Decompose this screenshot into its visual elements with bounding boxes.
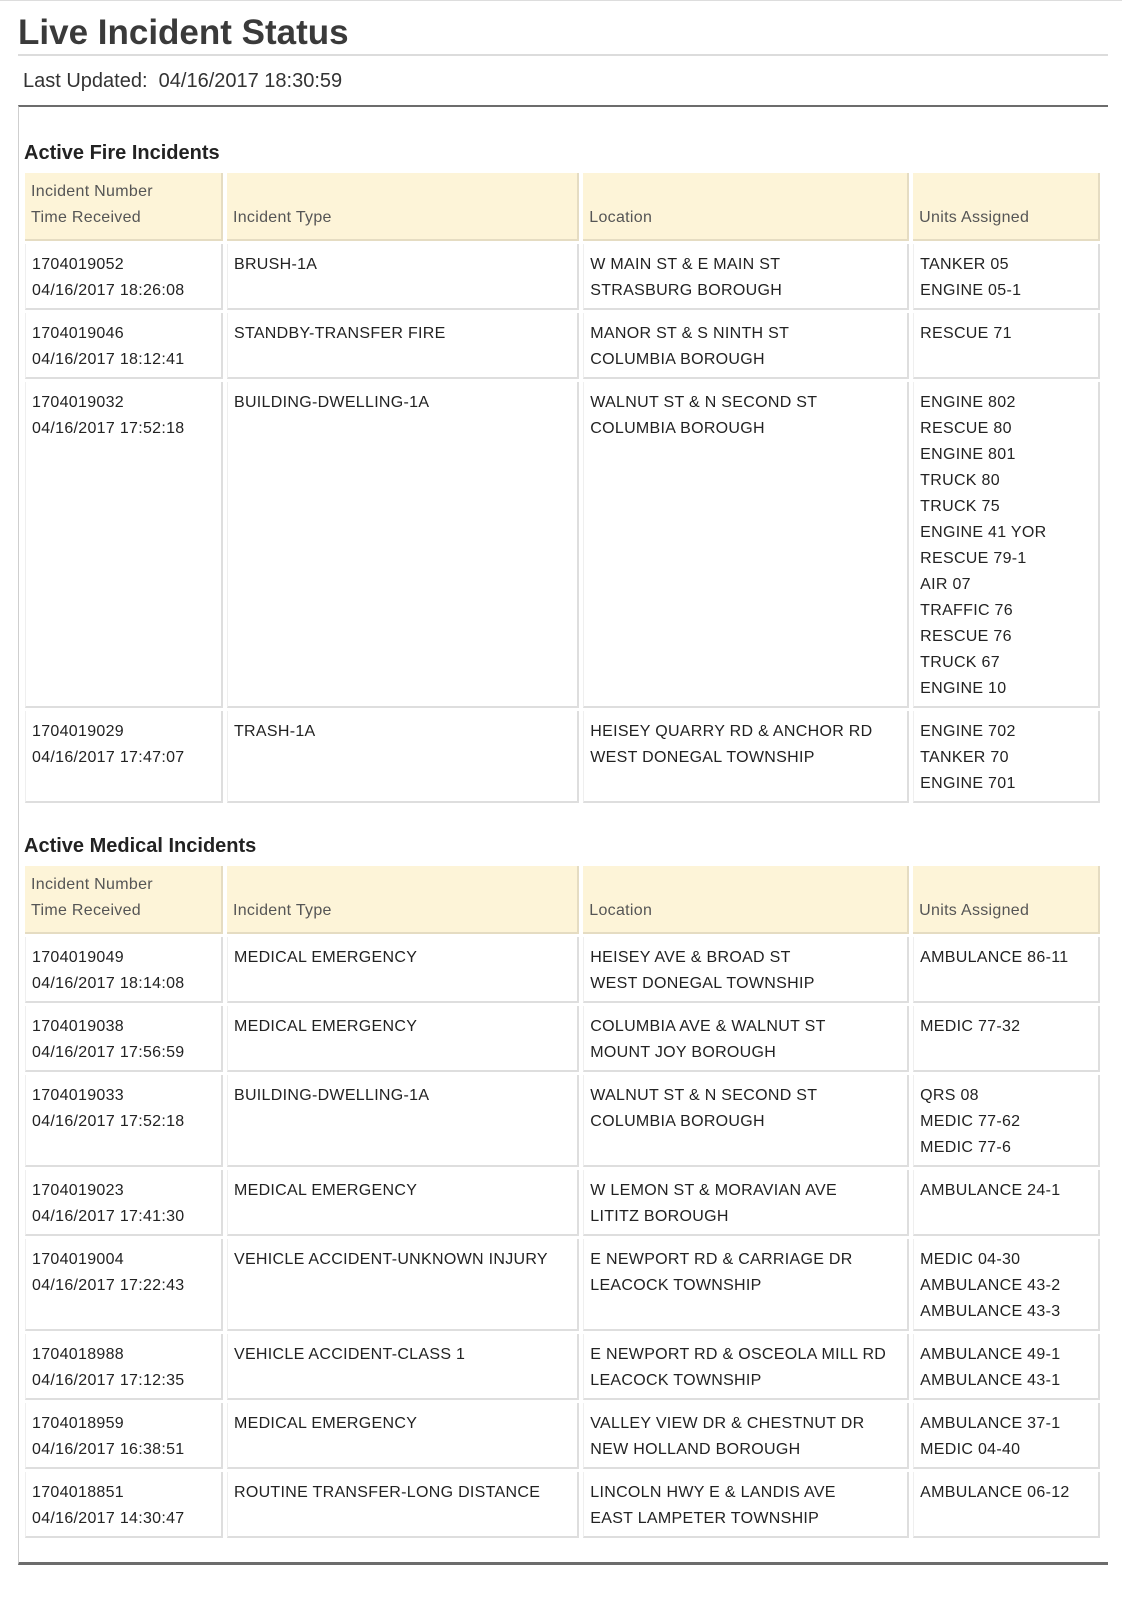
units-cell: [913, 1472, 1100, 1538]
units-cell: [913, 244, 1100, 310]
incident-type-cell: ROUTINE TRANSFER-LONG DISTANCE: [227, 1472, 579, 1538]
unit-item: ENGINE 41 YOR: [920, 524, 1047, 541]
location-line: LEACOCK TOWNSHIP: [590, 1372, 762, 1389]
location-line: MANOR ST & S NINTH ST: [590, 325, 790, 342]
incident-number-cell: [25, 711, 223, 803]
unit-item: ENGINE 10: [920, 680, 1007, 697]
table-row: [25, 1239, 1100, 1331]
incident-number-cell: [25, 382, 223, 708]
incident-type-cell: MEDICAL EMERGENCY: [227, 937, 579, 1003]
unit-item: AMBULANCE 49-1: [920, 1346, 1061, 1363]
last-updated: [23, 68, 342, 94]
location-cell: [583, 1403, 909, 1469]
location-line: WEST DONEGAL TOWNSHIP: [590, 975, 815, 992]
units-cell: [913, 711, 1100, 803]
time-received: 04/16/2017 14:30:47: [32, 1510, 185, 1527]
unit-item: TRUCK 67: [920, 654, 1000, 671]
incident-number: 1704019032: [32, 394, 124, 411]
medical-section-title: Active Medical Incidents: [24, 835, 257, 857]
unit-item: TRUCK 80: [920, 472, 1000, 489]
unit-item: QRS 08: [920, 1087, 979, 1104]
table-header-row: [25, 866, 1100, 934]
location-line: NEW HOLLAND BOROUGH: [590, 1441, 801, 1458]
col-header-incident-number: [25, 173, 223, 241]
unit-item: AMBULANCE 43-3: [920, 1303, 1061, 1320]
units-cell: [913, 1334, 1100, 1400]
col-header-location: Location: [583, 173, 909, 241]
unit-item: RESCUE 76: [920, 628, 1012, 645]
unit-item: RESCUE 80: [920, 420, 1012, 437]
location-line: HEISEY QUARRY RD & ANCHOR RD: [590, 723, 873, 740]
time-received: 04/16/2017 18:12:41: [32, 351, 185, 368]
table-row: [25, 1170, 1100, 1236]
location-line: LINCOLN HWY E & LANDIS AVE: [590, 1484, 836, 1501]
location-line: COLUMBIA BOROUGH: [590, 1113, 765, 1130]
units-cell: [913, 382, 1100, 708]
incident-number-cell: [25, 937, 223, 1003]
table-row: [25, 711, 1100, 803]
fire-incidents-body: [25, 244, 1100, 803]
incident-type-cell: STANDBY-TRANSFER FIRE: [227, 313, 579, 379]
incident-number: 1704019023: [32, 1182, 124, 1199]
unit-item: AMBULANCE 37-1: [920, 1415, 1061, 1432]
incident-number: 1704019052: [32, 256, 124, 273]
unit-item: TANKER 05: [920, 256, 1009, 273]
unit-item: MEDIC 77-32: [920, 1018, 1021, 1035]
location-line: MOUNT JOY BOROUGH: [590, 1044, 777, 1061]
unit-item: MEDIC 04-40: [920, 1441, 1021, 1458]
medical-incidents-table: [21, 863, 1104, 1541]
location-line: WEST DONEGAL TOWNSHIP: [590, 749, 815, 766]
col-time-received-label: Time Received: [31, 209, 142, 226]
unit-item: AMBULANCE 06-12: [920, 1484, 1070, 1501]
unit-item: RESCUE 79-1: [920, 550, 1027, 567]
incident-number-cell: [25, 244, 223, 310]
unit-item: AMBULANCE 43-2: [920, 1277, 1061, 1294]
fire-incidents-table: [21, 170, 1104, 806]
unit-item: AMBULANCE 24-1: [920, 1182, 1061, 1199]
incident-type-cell: BUILDING-DWELLING-1A: [227, 1075, 579, 1167]
time-received: 04/16/2017 18:26:08: [32, 282, 185, 299]
location-cell: [583, 1170, 909, 1236]
col-header-units-assigned: Units Assigned: [913, 173, 1100, 241]
time-received: 04/16/2017 17:12:35: [32, 1372, 185, 1389]
location-cell: [583, 1239, 909, 1331]
col-time-received-label: Time Received: [31, 902, 142, 919]
table-row: [25, 1334, 1100, 1400]
incident-number: 1704019049: [32, 949, 124, 966]
unit-item: AIR 07: [920, 576, 971, 593]
table-row: [25, 1075, 1100, 1167]
location-cell: [583, 711, 909, 803]
location-cell: [583, 313, 909, 379]
location-cell: [583, 382, 909, 708]
location-line: COLUMBIA BOROUGH: [590, 420, 765, 437]
col-incident-number-label: Incident Number: [31, 183, 153, 200]
incident-number-cell: [25, 1075, 223, 1167]
incident-number: 1704018851: [32, 1484, 124, 1501]
table-row: [25, 937, 1100, 1003]
incident-type-cell: MEDICAL EMERGENCY: [227, 1403, 579, 1469]
unit-item: ENGINE 701: [920, 775, 1016, 792]
unit-item: AMBULANCE 86-11: [920, 949, 1069, 966]
incident-number: 1704019004: [32, 1251, 124, 1268]
time-received: 04/16/2017 17:52:18: [32, 420, 185, 437]
col-header-incident-number: [25, 866, 223, 934]
time-received: 04/16/2017 17:22:43: [32, 1277, 185, 1294]
location-cell: [583, 937, 909, 1003]
last-updated-value: 04/16/2017 18:30:59: [158, 70, 343, 92]
unit-item: TANKER 70: [920, 749, 1009, 766]
location-line: WALNUT ST & N SECOND ST: [590, 1087, 818, 1104]
location-line: E NEWPORT RD & OSCEOLA MILL RD: [590, 1346, 887, 1363]
location-line: EAST LAMPETER TOWNSHIP: [590, 1510, 820, 1527]
col-header-location: Location: [583, 866, 909, 934]
incident-number-cell: [25, 1170, 223, 1236]
col-header-incident-type: Incident Type: [227, 866, 579, 934]
unit-item: TRUCK 75: [920, 498, 1000, 515]
time-received: 04/16/2017 17:56:59: [32, 1044, 185, 1061]
unit-item: MEDIC 77-6: [920, 1139, 1012, 1156]
units-cell: [913, 937, 1100, 1003]
incident-type-cell: TRASH-1A: [227, 711, 579, 803]
col-header-units-assigned: Units Assigned: [913, 866, 1100, 934]
table-row: [25, 1403, 1100, 1469]
last-updated-label: Last Updated:: [23, 70, 148, 92]
time-received: 04/16/2017 18:14:08: [32, 975, 185, 992]
unit-item: MEDIC 04-30: [920, 1251, 1021, 1268]
title-divider: [18, 54, 1108, 56]
unit-item: AMBULANCE 43-1: [920, 1372, 1061, 1389]
incident-number-cell: [25, 1403, 223, 1469]
units-cell: [913, 313, 1100, 379]
incident-number-cell: [25, 1334, 223, 1400]
location-line: W LEMON ST & MORAVIAN AVE: [590, 1182, 837, 1199]
location-line: LITITZ BOROUGH: [590, 1208, 729, 1225]
location-cell: [583, 1075, 909, 1167]
location-line: WALNUT ST & N SECOND ST: [590, 394, 818, 411]
units-cell: [913, 1403, 1100, 1469]
time-received: 04/16/2017 17:52:18: [32, 1113, 185, 1130]
time-received: 04/16/2017 17:41:30: [32, 1208, 185, 1225]
incident-number: 1704019046: [32, 325, 124, 342]
units-cell: [913, 1006, 1100, 1072]
incident-type-cell: BUILDING-DWELLING-1A: [227, 382, 579, 708]
unit-item: ENGINE 801: [920, 446, 1016, 463]
table-row: [25, 244, 1100, 310]
incident-number-cell: [25, 1472, 223, 1538]
table-row: [25, 1006, 1100, 1072]
location-line: COLUMBIA BOROUGH: [590, 351, 765, 368]
page-title: Live Incident Status: [18, 13, 349, 52]
incident-number: 1704019038: [32, 1018, 124, 1035]
incident-number: 1704019029: [32, 723, 124, 740]
location-cell: [583, 1472, 909, 1538]
incident-number-cell: [25, 1006, 223, 1072]
unit-item: RESCUE 71: [920, 325, 1012, 342]
location-line: LEACOCK TOWNSHIP: [590, 1277, 762, 1294]
unit-item: MEDIC 77-62: [920, 1113, 1021, 1130]
incident-type-cell: VEHICLE ACCIDENT-UNKNOWN INJURY: [227, 1239, 579, 1331]
location-line: HEISEY AVE & BROAD ST: [590, 949, 791, 966]
units-cell: [913, 1075, 1100, 1167]
time-received: 04/16/2017 16:38:51: [32, 1441, 185, 1458]
units-cell: [913, 1239, 1100, 1331]
location-cell: [583, 1334, 909, 1400]
table-row: [25, 382, 1100, 708]
unit-item: ENGINE 05-1: [920, 282, 1022, 299]
location-line: E NEWPORT RD & CARRIAGE DR: [590, 1251, 853, 1268]
incident-number: 1704019033: [32, 1087, 124, 1104]
units-cell: [913, 1170, 1100, 1236]
location-line: VALLEY VIEW DR & CHESTNUT DR: [590, 1415, 865, 1432]
incident-type-cell: MEDICAL EMERGENCY: [227, 1006, 579, 1072]
incident-number-cell: [25, 1239, 223, 1331]
col-header-incident-type: Incident Type: [227, 173, 579, 241]
incident-type-cell: VEHICLE ACCIDENT-CLASS 1: [227, 1334, 579, 1400]
medical-incidents-body: [25, 937, 1100, 1538]
incident-type-cell: BRUSH-1A: [227, 244, 579, 310]
fire-section-title: Active Fire Incidents: [24, 142, 220, 164]
col-incident-number-label: Incident Number: [31, 876, 153, 893]
unit-item: TRAFFIC 76: [920, 602, 1013, 619]
location-line: STRASBURG BOROUGH: [590, 282, 783, 299]
incident-number-cell: [25, 313, 223, 379]
location-cell: [583, 1006, 909, 1072]
unit-item: ENGINE 702: [920, 723, 1016, 740]
table-row: [25, 313, 1100, 379]
top-border: [0, 0, 1122, 1]
location-line: W MAIN ST & E MAIN ST: [590, 256, 781, 273]
incident-number: 1704018988: [32, 1346, 124, 1363]
location-cell: [583, 244, 909, 310]
incident-number: 1704018959: [32, 1415, 124, 1432]
unit-item: ENGINE 802: [920, 394, 1016, 411]
location-line: COLUMBIA AVE & WALNUT ST: [590, 1018, 826, 1035]
table-row: [25, 1472, 1100, 1538]
incident-type-cell: MEDICAL EMERGENCY: [227, 1170, 579, 1236]
table-header-row: [25, 173, 1100, 241]
time-received: 04/16/2017 17:47:07: [32, 749, 185, 766]
